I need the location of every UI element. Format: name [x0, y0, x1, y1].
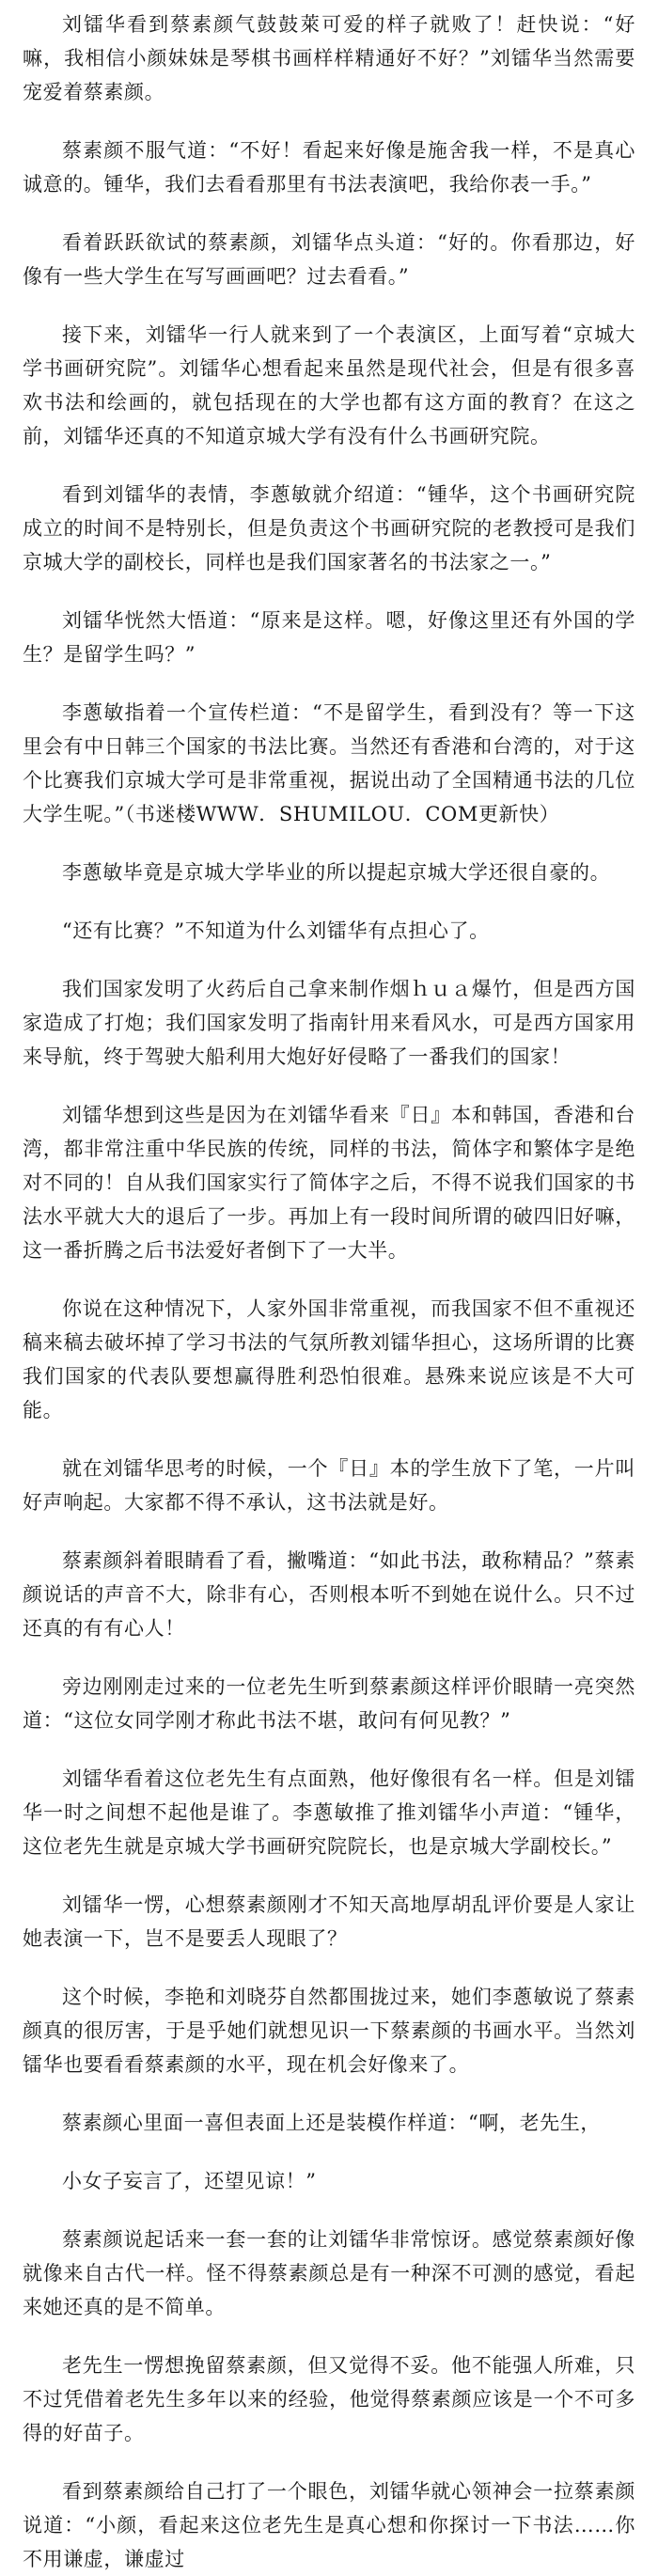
paragraph-7: 李蔥敏指着一个宣传栏道：“不是留学生，看到没有？等一下这里会有中日韩三个国家的书法比赛。当然还有香港和台湾的，对于这个比赛我们京城大学可是非常重视，据说出动了全国精通书法的几位大学生呢。”（书迷楼WWW．SHUMILOU．COM更新快） — [23, 701, 635, 825]
paragraph-4: 接下来，刘镭华一行人就来到了一个表演区，上面写着“京城大学书画研究院”。刘镭华心想看起来虽然是现代社会，但是有很多喜欢书法和绘画的，就包括现在的大学也都有这方面的教育？在这之前，刘镭华还真的不知道京城大学有没有什么书画研究院。 — [23, 323, 635, 448]
paragraph-19: 蔡素颜心里面一喜但表面上还是装模作样道：“啊，老先生， — [62, 2112, 601, 2134]
paragraph-20: 小女子妄言了，还望见谅！” — [62, 2170, 317, 2192]
paragraph-18: 这个时候，李艳和刘晓芬自然都围拢过来，她们李蔥敏说了蔡素颜真的很厉害，于是乎她们就想见识一下蔡素颜的书画水平。当然刘镭华也要看看蔡素颜的水平，现在机会好像来了。 — [23, 1986, 635, 2076]
paragraph-16: 刘镭华看着这位老先生有点面熟，他好像很有名一样。但是刘镭华一时之间想不起他是谁了。李蔥敏推了推刘镭华小声道：“锺华，这位老先生就是京城大学书画研究院院长，也是京城大学副校长。” — [23, 1767, 635, 1858]
paragraph-10: 我们国家发明了火药后自己拿来制作烟ｈｕａ爆竹，但是西方国家造成了打炮；我们国家发明了指南针用来看风水，可是西方国家用来导航，终于驾驶大船利用大炮好好侵略了一番我们的国家！ — [23, 978, 635, 1068]
paragraph-15: 旁边刚刚走过来的一位老先生听到蔡素颜这样评价眼睛一亮突然道：“这位女同学刚才称此书法不堪，敢问有何见教？” — [23, 1675, 635, 1732]
paragraph-13: 就在刘镭华思考的时候，一个『日』本的学生放下了笔，一片叫好声响起。大家都不得不承认，这书法就是好。 — [23, 1457, 635, 1514]
paragraph-2: 蔡素颜不服气道：“不好！看起来好像是施舍我一样，不是真心诚意的。锺华，我们去看看那里有书法表演吧，我给你表一手。” — [23, 139, 635, 196]
paragraph-1: 刘镭华看到蔡素颜气鼓鼓萊可爱的样子就败了！赶快说：“好嘛，我相信小颜妹妹是琴棋书画样样精通好不好？”刘镭华当然需要宠爱着蔡素颜。 — [23, 13, 635, 103]
paragraph-9: “还有比赛？”不知道为什么刘镭华有点担心了。 — [62, 919, 490, 942]
paragraph-12: 你说在这种情况下，人家外国非常重视，而我国家不但不重视还稿来稿去破坏掉了学习书法的气氛所教刘镭华担心，这场所谓的比赛我们国家的代表队要想赢得胜利恐怕很难。悬殊来说应该是不大可能。 — [23, 1297, 635, 1422]
paragraph-5: 看到刘镭华的表情，李蔥敏就介绍道：“锺华，这个书画研究院成立的时间不是特别长，但是负责这个书画研究院的老教授可是我们京城大学的副校长，同样也是我们国家著名的书法家之一。” — [23, 483, 635, 573]
paragraph-23: 看到蔡素颜给自己打了一个眼色，刘镭华就心领神会一拉蔡素颜说道：“小颜，看起来这位老先生是真心想和你探讨一下书法……你不用谦虚，谦虚过 — [23, 2480, 635, 2570]
paragraph-22: 老先生一愣想挽留蔡素颜，但又觉得不妥。他不能强人所难，只不过凭借着老先生多年以来的经验，他觉得蔡素颜应该是一个不可多得的好苗子。 — [23, 2354, 635, 2444]
paragraph-11: 刘镭华想到这些是因为在刘镭华看来『日』本和韩国，香港和台湾，都非常注重中华民族的传统，同样的书法，简体字和繁体字是绝对不同的！自从我们国家实行了简体字之后，不得不说我们国家的书法水平就大大的退后了一步。再加上有一段时间所谓的破四旧好嘛，这一番折腾之后书法爱好者倒下了一大半。 — [23, 1104, 635, 1262]
paragraph-8: 李蔥敏毕竟是京城大学毕业的所以提起京城大学还很自豪的。 — [62, 861, 611, 884]
paragraph-3: 看着跃跃欲试的蔡素颜，刘镭华点头道：“好的。你看那边，好像有一些大学生在写写画画吧？过去看看。” — [23, 231, 635, 288]
paragraph-21: 蔡素颜说起话来一套一套的让刘镭华非常惊讶。感觉蔡素颜好像就像来自古代一样。怪不得蔡素颜总是有一种深不可测的感觉，看起来她还真的是不简单。 — [23, 2228, 635, 2318]
paragraph-17: 刘镭华一愣，心想蔡素颜刚才不知天高地厚胡乱评价要是人家让她表演一下，岂不是要丢人现眼了？ — [23, 1893, 635, 1950]
paragraph-6: 刘镭华恍然大悟道：“原来是这样。嗯，好像这里还有外国的学生？是留学生吗？” — [23, 609, 635, 666]
paragraph-14: 蔡素颜斜着眼睛看了看，撇嘴道：“如此书法，敢称精品？”蔡素颜说话的声音不大，除非有心，否则根本听不到她在说什么。只不过还真的有有心人！ — [23, 1549, 635, 1640]
